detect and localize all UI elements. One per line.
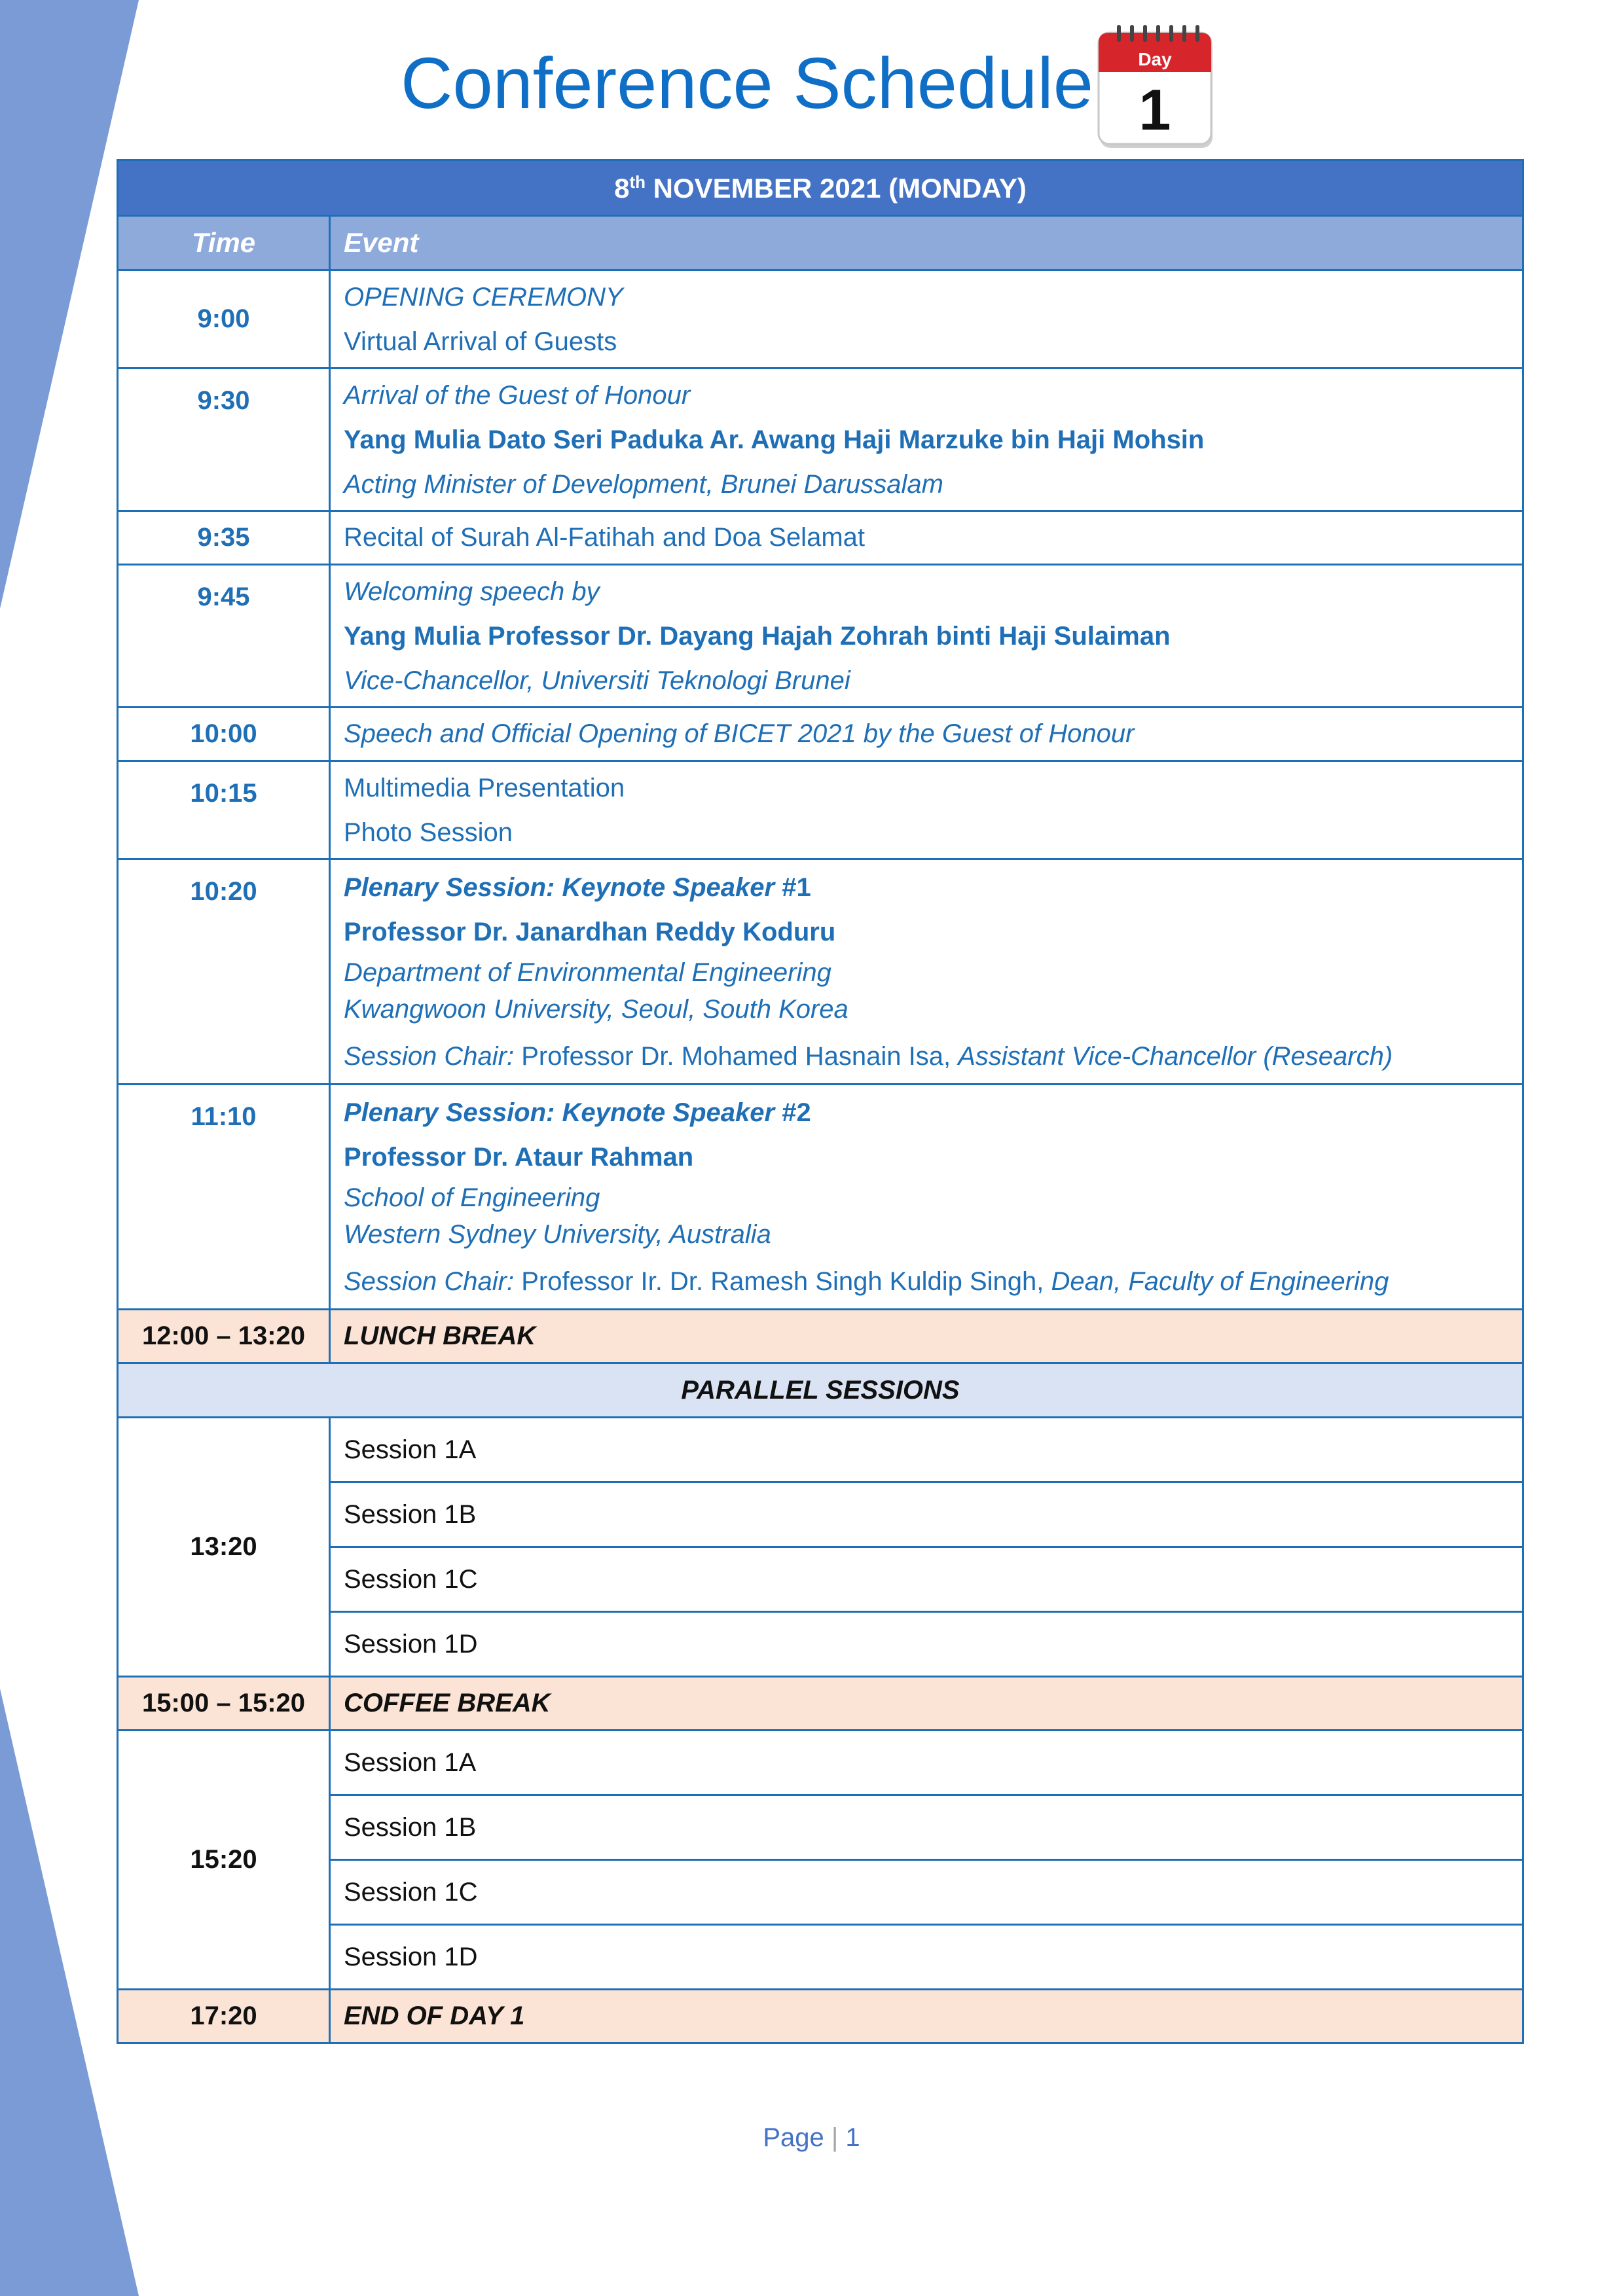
time-cell: 10:20	[118, 859, 330, 1085]
event-cell: Multimedia Presentation Photo Session	[330, 761, 1523, 859]
calendar-month-label: Day	[1138, 49, 1172, 69]
lunch-break-row	[118, 1310, 1523, 1363]
time-cell: 9:45	[118, 565, 330, 708]
session-row	[118, 1731, 1523, 1795]
event-cell: Arrival of the Guest of Honour Yang Mulia Dato Seri Paduka Ar. Awang Haji Marzuke bin Haji Mohsin Acting Minister of Development, Brunei Darussalam	[330, 368, 1523, 511]
page-number: 1	[845, 2123, 860, 2152]
table-row	[118, 708, 1523, 761]
session-cell: Session 1A	[330, 1418, 1523, 1482]
column-header-event: Event	[330, 216, 1523, 270]
event-cell: Plenary Session: Keynote Speaker #1 Professor Dr. Janardhan Reddy Koduru Department of Environmental Engineering Kwangwoon University, Seoul, South Korea Session Chair: Professor Dr. Mohamed Hasnain Isa, Assistant Vice-Chancellor (Research)	[330, 859, 1523, 1085]
table-row	[118, 270, 1523, 368]
event-cell: Plenary Session: Keynote Speaker #2 Professor Dr. Ataur Rahman School of Engineering Western Sydney University, Australia Session Chair: Professor Ir. Dr. Ramesh Singh Kuldip Singh, Dean, Faculty of Engineering	[330, 1085, 1523, 1310]
time-cell: 17:20	[118, 1990, 330, 2043]
table-row	[118, 565, 1523, 708]
coffee-break-row	[118, 1677, 1523, 1731]
schedule-table	[117, 159, 1524, 2044]
time-cell: 10:00	[118, 708, 330, 761]
date-header: 8th NOVEMBER 2021 (MONDAY)	[118, 160, 1523, 216]
session-cell: Session 1B	[330, 1795, 1523, 1860]
parallel-sessions-label: PARALLEL SESSIONS	[118, 1363, 1523, 1418]
page-title: Conference Schedule	[401, 43, 1093, 124]
column-header-time: Time	[118, 216, 330, 270]
time-cell: 10:15	[118, 761, 330, 859]
event-cell: Speech and Official Opening of BICET 2021 by the Guest of Honour	[330, 708, 1523, 761]
end-of-day-row	[118, 1990, 1523, 2043]
session-row	[118, 1418, 1523, 1482]
time-cell: 9:30	[118, 368, 330, 511]
time-cell: 11:10	[118, 1085, 330, 1310]
table-row	[118, 761, 1523, 859]
table-row	[118, 859, 1523, 1085]
table-row	[118, 511, 1523, 565]
time-cell: 15:00 – 15:20	[118, 1677, 330, 1731]
time-cell: 9:35	[118, 511, 330, 565]
session-cell: Session 1D	[330, 1612, 1523, 1677]
event-cell: OPENING CEREMONY Virtual Arrival of Guests	[330, 270, 1523, 368]
event-cell: COFFEE BREAK	[330, 1677, 1523, 1731]
table-row	[118, 368, 1523, 511]
session-cell: Session 1D	[330, 1925, 1523, 1990]
event-cell: END OF DAY 1	[330, 1990, 1523, 2043]
session-cell: Session 1A	[330, 1731, 1523, 1795]
page-label: Page	[763, 2123, 824, 2152]
event-cell: Recital of Surah Al-Fatihah and Doa Selamat	[330, 511, 1523, 565]
time-cell: 13:20	[118, 1418, 330, 1677]
parallel-sessions-row	[118, 1363, 1523, 1418]
table-row	[118, 1085, 1523, 1310]
page-footer	[0, 2123, 1623, 2153]
time-cell: 9:00	[118, 270, 330, 368]
event-cell: LUNCH BREAK	[330, 1310, 1523, 1363]
calendar-day-number: 1	[1139, 77, 1171, 142]
session-cell: Session 1B	[330, 1482, 1523, 1547]
time-cell: 15:20	[118, 1731, 330, 1990]
page-separator: |	[831, 2123, 839, 2152]
time-cell: 12:00 – 13:20	[118, 1310, 330, 1363]
event-cell: Welcoming speech by Yang Mulia Professor Dr. Dayang Hajah Zohrah binti Haji Sulaiman Vice-Chancellor, Universiti Teknologi Brunei	[330, 565, 1523, 708]
session-cell: Session 1C	[330, 1547, 1523, 1612]
session-cell: Session 1C	[330, 1860, 1523, 1925]
calendar-icon	[1097, 24, 1218, 149]
